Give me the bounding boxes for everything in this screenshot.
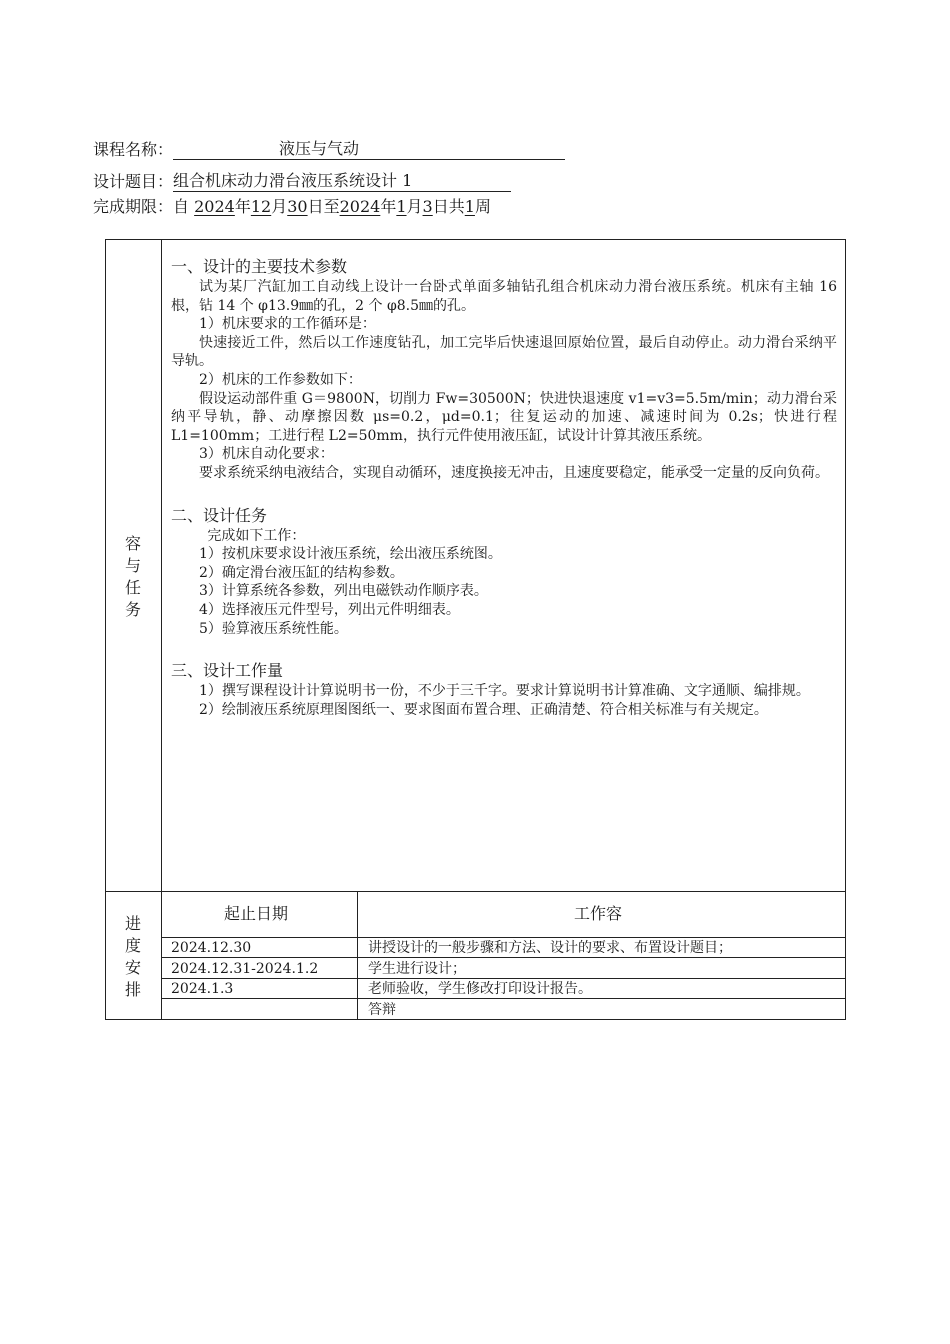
schedule-col-divider <box>357 891 358 1020</box>
col-header-work: 工作容 <box>574 904 623 923</box>
start-year: 2024 <box>194 197 235 216</box>
deadline-line <box>93 197 491 217</box>
schedule-header-border <box>161 937 845 938</box>
section-1-title: 一、设计的主要技术参数 <box>171 257 348 276</box>
schedule-row-border <box>161 998 845 999</box>
workload-item-1: 1）撰写课程设计计算说明书一份，不少于三千字。要求计算说明书计算准确、文字通顺、编排规。 <box>199 683 810 700</box>
schedule-work-cell: 讲授设计的一般步骤和方法、设计的要求、布置设计题目； <box>368 940 732 956</box>
side-char: 度 <box>124 936 141 955</box>
course-name-label: 课程名称： <box>93 140 174 159</box>
course-name-value: 液压与气动 <box>279 139 360 158</box>
course-name-blank <box>173 141 565 160</box>
schedule-date-cell: 2024.12.31-2024.1.2 <box>171 961 319 977</box>
course-name-line <box>93 140 565 160</box>
section-1-paragraph-3: 假设运动部件重 G＝9800N，切削力 Fw=30500N；快进快退速度 v1=v3=5.5m/min；动力滑台采纳平导轨，静、动摩擦因数 μs=0.2，μd=0.1；往复运动的加速、减速时间为 0.2s；快进行程 L1=100mm；工进行程 L2=50mm，执行元件使用液压缸，试设计计算其液压系统。 <box>171 390 837 444</box>
schedule-work-cell: 答辩 <box>368 1002 396 1018</box>
day-total-unit: 日共 <box>432 197 465 216</box>
schedule-row-border <box>161 957 845 958</box>
side-char: 排 <box>124 980 141 999</box>
section-1-paragraph-2: 快速接近工件，然后以工作速度钻孔，加工完毕后快速退回原始位置，最后自动停止。动力滑台采纳平导轨。 <box>171 334 837 370</box>
section-3-title: 三、设计工作量 <box>171 661 284 681</box>
section-2-intro: 完成如下工作： <box>207 527 306 544</box>
year-unit: 年 <box>234 197 251 216</box>
side-char: 安 <box>124 958 141 977</box>
col-header-date: 起止日期 <box>224 904 289 923</box>
schedule-work-cell: 学生进行设计； <box>368 961 466 977</box>
schedule-side-divider <box>161 891 162 1020</box>
side-char: 进 <box>124 914 141 933</box>
day-to-unit: 日至 <box>307 197 340 216</box>
schedule-row-border <box>161 978 845 979</box>
side-char: 务 <box>124 600 141 619</box>
task-item: 5）验算液压系统性能。 <box>199 620 348 637</box>
end-day: 3 <box>422 197 433 216</box>
weeks-count: 1 <box>464 197 475 216</box>
side-char: 任 <box>124 578 141 597</box>
end-year: 2024 <box>339 197 381 216</box>
week-unit: 周 <box>474 197 491 216</box>
year-unit-2: 年 <box>380 197 397 216</box>
content-divider <box>161 239 162 892</box>
section-1-item-1: 1）机床要求的工作循环是： <box>199 316 376 333</box>
design-topic-value: 组合机床动力滑台液压系统设计 1 <box>173 171 413 190</box>
month-unit: 月 <box>271 197 288 216</box>
task-item: 1）按机床要求设计液压系统，绘出液压系统图。 <box>199 546 502 563</box>
section-1-paragraph-1: 试为某厂汽缸加工自动线上设计一台卧式单面多轴钻孔组合机床动力滑台液压系统。机床有主轴 16 根，钻 14 个 φ13.9㎜的孔，2 个 φ8.5㎜的孔。 <box>171 279 837 314</box>
design-topic-blank <box>173 173 511 192</box>
design-topic-line <box>93 172 511 192</box>
deadline-label: 完成期限： <box>93 197 174 216</box>
design-topic-label: 设计题目： <box>93 172 174 191</box>
schedule-date-cell: 2024.12.30 <box>171 940 252 956</box>
month-unit-2: 月 <box>406 197 423 216</box>
start-month: 12 <box>250 197 272 216</box>
content-side-label <box>123 533 143 621</box>
workload-item-2: 2）绘制液压系统原理图图纸一、要求图面布置合理、正确清楚、符合相关标准与有关规定。 <box>199 701 768 718</box>
section-1-paragraph-4: 要求系统采纳电液结合，实现自动循环，速度换接无冲击，且速度要稳定，能承受一定量的反向负荷。 <box>199 464 829 481</box>
task-item: 2）确定滑台液压缸的结构参数。 <box>199 564 404 581</box>
section-2-title: 二、设计任务 <box>171 505 268 525</box>
schedule-date-cell: 2024.1.3 <box>171 981 234 997</box>
side-char: 与 <box>124 556 141 575</box>
schedule-side-label <box>123 913 143 1001</box>
deadline-from: 自 <box>173 197 190 216</box>
content-body <box>171 256 837 719</box>
section-1-item-2: 2）机床的工作参数如下： <box>199 371 362 388</box>
side-char: 容 <box>124 534 141 553</box>
task-item: 3）计算系统各参数，列出电磁铁动作顺序表。 <box>199 583 488 600</box>
start-day: 30 <box>287 197 308 216</box>
section-1-item-3: 3）机床自动化要求： <box>199 446 334 463</box>
task-item: 4）选择液压元件型号，列出元件明细表。 <box>199 601 460 618</box>
schedule-work-cell: 老师验收，学生修改打印设计报告。 <box>368 981 592 997</box>
end-month: 1 <box>396 197 407 216</box>
